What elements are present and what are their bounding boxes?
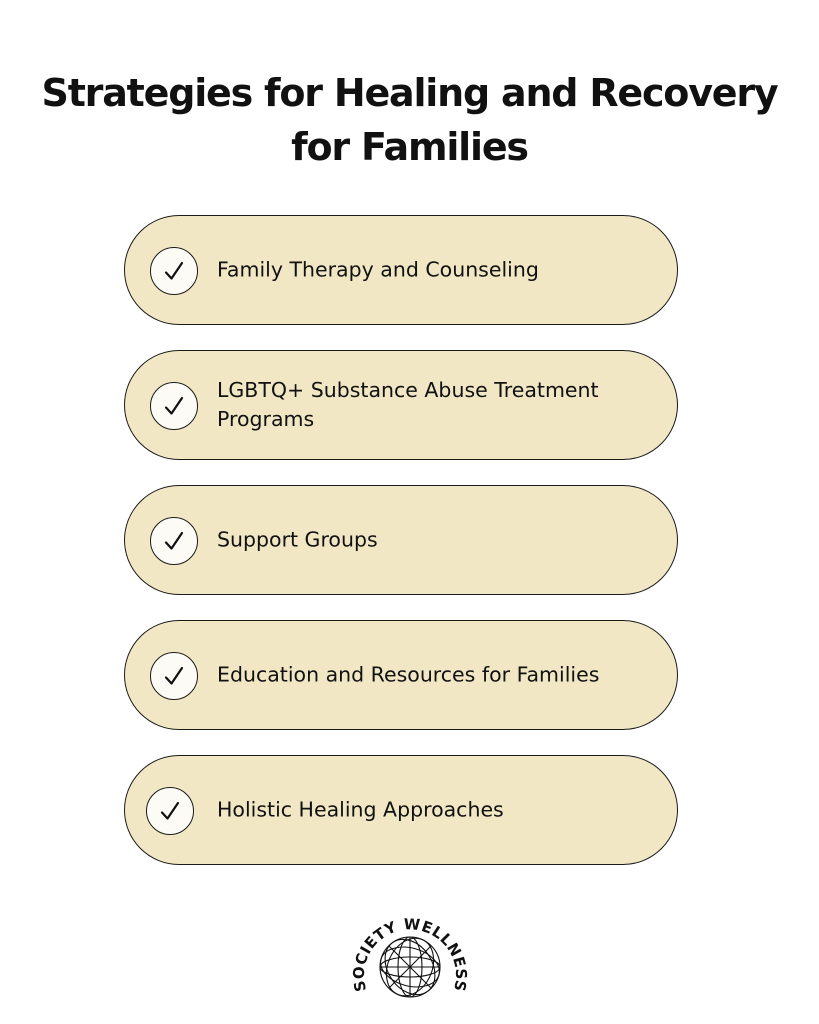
strategy-label: Family Therapy and Counseling	[217, 257, 539, 282]
page-title: Strategies for Healing and Recovery for Families	[41, 71, 778, 169]
strategy-label: Holistic Healing Approaches	[217, 797, 504, 822]
strategy-item-support-groups	[124, 485, 678, 595]
strategy-list	[124, 215, 678, 890]
society-wellness-logo	[352, 905, 468, 1009]
strategy-item-lgbtq-treatment	[124, 350, 678, 460]
strategy-label: Support Groups	[217, 527, 378, 552]
checkmark-icon	[150, 652, 198, 700]
strategy-item-education-resources	[124, 620, 678, 730]
strategy-label: LGBTQ+ Substance Abuse Treatment Programs	[217, 378, 599, 431]
checkmark-icon	[150, 247, 198, 295]
logo-text: S CIETY WELLNE S	[352, 915, 468, 994]
strategy-item-holistic-healing	[124, 755, 678, 865]
checkmark-icon	[150, 517, 198, 565]
strategy-item-family-therapy	[124, 215, 678, 325]
checkmark-icon	[150, 382, 198, 430]
strategy-label: Education and Resources for Families	[217, 662, 600, 687]
checkmark-icon	[146, 787, 194, 835]
